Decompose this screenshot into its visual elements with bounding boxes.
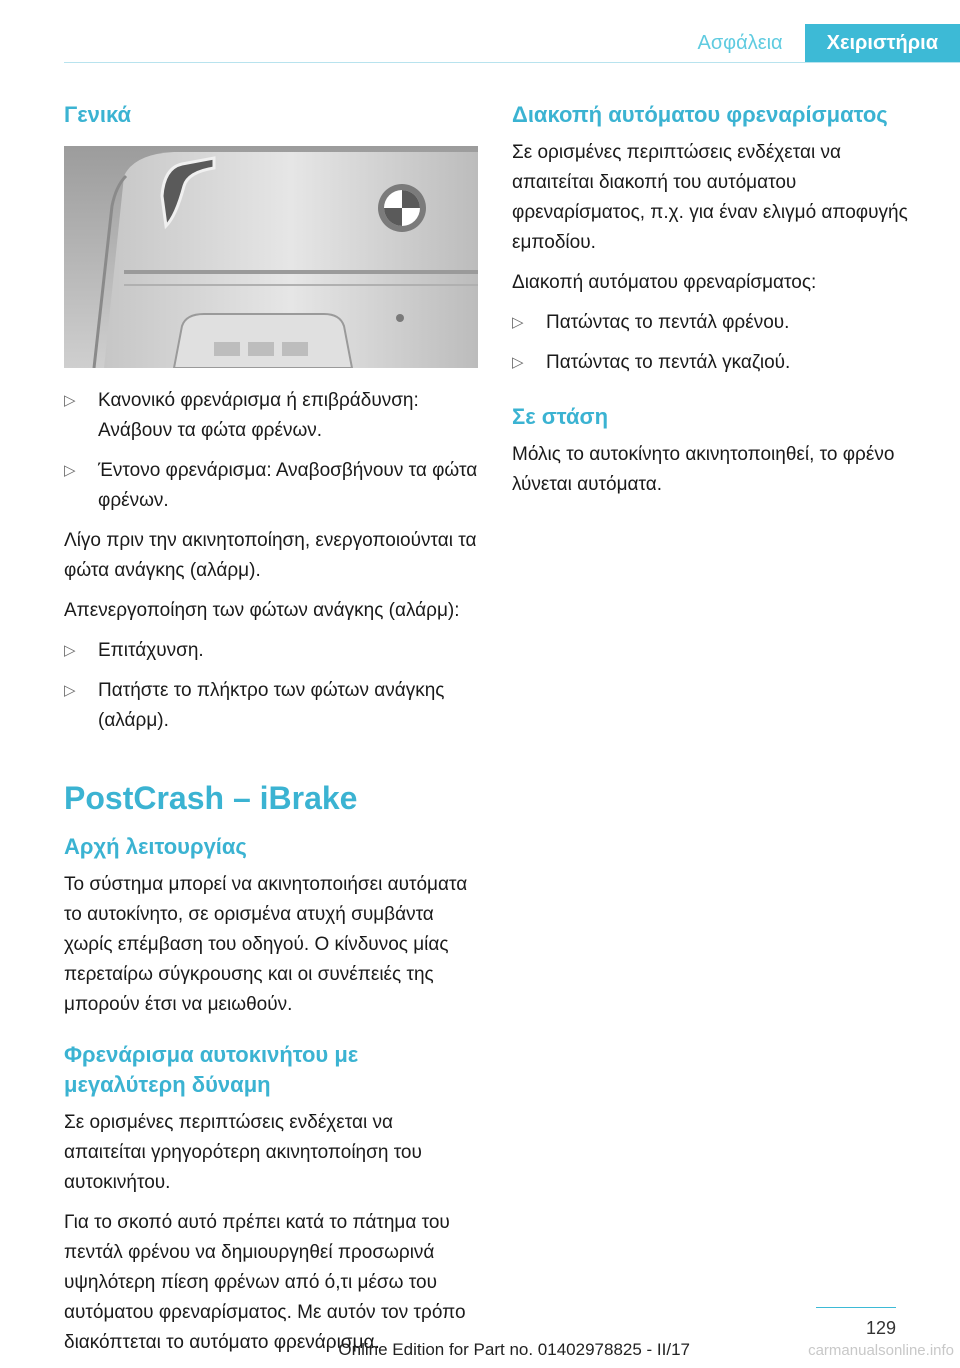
brake-light-list [64, 386, 478, 516]
triangle-right-icon: ▷ [64, 462, 76, 479]
left-column [64, 100, 478, 1368]
list-item: ▷ Πατώντας το πεντάλ γκαζιού. [512, 348, 926, 378]
paragraph-interrupt: Σε ορισμένες περιπτώσεις ενδέχεται να απαιτείται διακοπή του αυτόματου φρεναρίσματος, π.χ. για έναν ελιγμό αποφυγής εμποδίου. [512, 142, 908, 253]
tab-controls[interactable]: Χειριστήρια [805, 24, 960, 62]
heading-standstill: Σε στάση [512, 404, 609, 429]
triangle-right-icon: ▷ [512, 354, 524, 371]
paragraph-principle: Το σύστημα μπορεί να ακινητοποιήσει αυτόματα το αυτοκίνητο, σε ορισμένα ατυχή συμβάντα χωρίς επέμβαση του οδηγού. Ο κίνδυνος μίας περεταίρω σύγκρουσης και οι συνέπειές της μπορούν έτσι να μειωθούν. [64, 874, 468, 1015]
triangle-right-icon: ▷ [64, 392, 76, 409]
heading-interrupt: Διακοπή αυτόματου φρεναρίσματος [512, 102, 888, 127]
interrupt-list [512, 308, 926, 378]
tab-safety[interactable]: Ασφάλεια [697, 31, 783, 54]
paragraph-standstill: Μόλις το αυτοκίνητο ακινητοποιηθεί, το φρένο λύνεται αυτόματα. [512, 444, 895, 495]
list-item: ▷ Πατώντας το πεντάλ φρένου. [512, 308, 926, 338]
watermark: carmanualsonline.info [808, 1342, 954, 1359]
edition-info: Online Edition for Part no. 01402978825 - II/17 [338, 1340, 690, 1359]
chapter-tabs [675, 24, 960, 62]
page-number: 129 [865, 1318, 896, 1338]
paragraph-interrupt-2: Διακοπή αυτόματου φρεναρίσματος: [512, 272, 817, 293]
paragraph-stronger-1: Σε ορισμένες περιπτώσεις ενδέχεται να απαιτείται γρηγορότερη ακινητοποίηση του αυτοκινήτου. [64, 1112, 422, 1193]
paragraph-hazard-off: Απενεργοποίηση των φώτων ανάγκης (αλάρμ): [64, 600, 460, 621]
triangle-right-icon: ▷ [512, 314, 524, 331]
right-column [512, 100, 926, 510]
footer-divider [816, 1307, 896, 1308]
header-divider [64, 62, 960, 63]
paragraph-stronger-2: Για το σκοπό αυτό πρέπει κατά το πάτημα του πεντάλ φρένου να δημιουργηθεί προσωρινά υψηλότερη πίεση φρένων από ό,τι μέσω του αυτόματου φρεναρίσματος. Με αυτόν τον τρόπο διακόπτεται το αυτόματο φρενάρισμα. [64, 1212, 466, 1353]
list-item: ▷ Πατήστε το πλήκτρο των φώτων ανάγκης (αλάρμ). [64, 676, 478, 736]
hazard-off-list [64, 636, 478, 736]
heading-principle: Αρχή λειτουργίας [64, 834, 247, 859]
heading-stronger-braking: Φρενάρισμα αυτοκινήτου με μεγαλύτερη δύναμη [64, 1042, 359, 1097]
triangle-right-icon: ▷ [64, 682, 76, 699]
paragraph-hazard-on: Λίγο πριν την ακινητοποίηση, ενεργοποιούνται τα φώτα ανάγκης (αλάρμ). [64, 530, 477, 581]
triangle-right-icon: ▷ [64, 642, 76, 659]
list-item: ▷ Κανονικό φρενάρισμα ή επιβράδυνση: Ανάβουν τα φώτα φρένων. [64, 386, 478, 446]
list-item: ▷ Έντονο φρενάρισμα: Αναβοσβήνουν τα φώτα φρένων. [64, 456, 478, 516]
title-postcrash: PostCrash – iBrake [64, 780, 358, 816]
list-item: ▷ Επιτάχυνση. [64, 636, 478, 666]
brake-lights-photo [64, 146, 478, 368]
heading-general: Γενικά [64, 102, 132, 127]
